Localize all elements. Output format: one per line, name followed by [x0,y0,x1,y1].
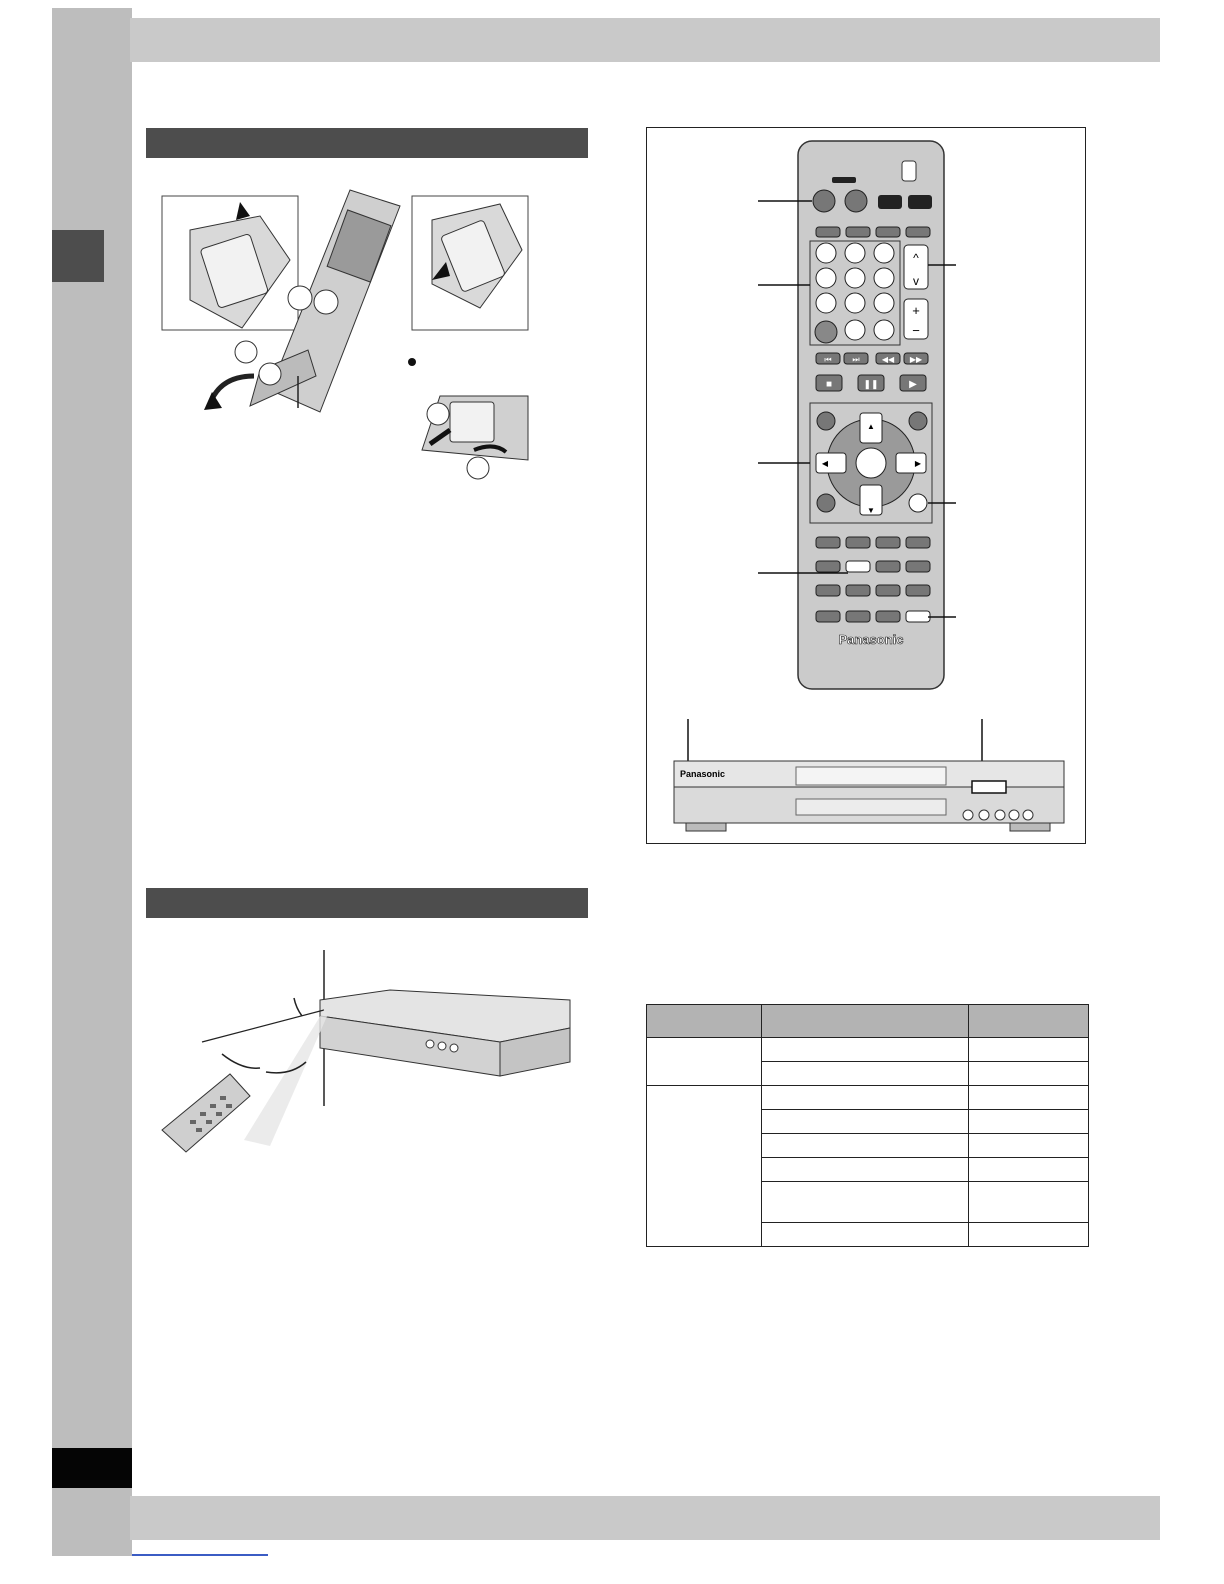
table-cell [969,1086,1089,1110]
table-cell [762,1062,969,1086]
table-cell [969,1158,1089,1182]
tv-dvd-switch[interactable] [902,161,916,181]
down-arrow-icon: ▼ [867,506,875,515]
number-key[interactable] [816,293,836,313]
remote-function-button[interactable] [846,537,870,548]
number-key[interactable] [816,268,836,288]
number-key[interactable] [845,320,865,340]
enter-button[interactable] [856,448,886,478]
remote-function-button[interactable] [906,537,930,548]
remote-function-button[interactable] [906,585,930,596]
table-cell [762,1223,969,1247]
table-header-cell [762,1005,969,1038]
table-cell [762,1158,969,1182]
functions-button[interactable] [909,494,927,512]
remote-in-hand [162,1074,250,1152]
skip-back-icon: ⏮ [824,355,832,364]
remote-function-button[interactable] [876,537,900,548]
tv-power-button[interactable] [845,190,867,212]
volume-down-label: − [912,323,920,338]
header-band [130,18,1160,62]
number-key[interactable] [874,293,894,313]
channel-down-label: v [913,274,919,288]
menu-button[interactable] [817,412,835,430]
fast-forward-icon: ▶▶ [909,355,923,364]
channel-up-label: ^ [913,251,919,265]
bullet-dot [408,358,416,366]
play-icon: ▶ [909,379,917,390]
remote-function-button[interactable] [846,561,870,572]
table-cell [762,1110,969,1134]
remote-use-angle-illustration [150,950,580,1160]
table-cell [762,1038,969,1062]
recorder-perspective [320,990,570,1076]
remote-function-button[interactable] [906,611,930,622]
right-arrow-icon: ▶ [914,459,922,468]
table-cell [762,1182,969,1223]
footer-band [130,1496,1160,1540]
indicator [832,177,856,183]
number-key[interactable] [874,268,894,288]
recorder-logo: Panasonic [680,769,726,779]
return-button[interactable] [817,494,835,512]
number-key[interactable] [874,320,894,340]
up-arrow-icon: ▲ [867,422,875,431]
remote-function-button[interactable] [876,585,900,596]
remote-function-button[interactable] [816,537,840,548]
pause-icon: ❚❚ [863,379,879,389]
chapter-tab [52,230,104,282]
stop-icon: ■ [825,379,833,390]
remote-function-button[interactable] [876,561,900,572]
remote-function-button[interactable] [906,561,930,572]
footer-link-underline[interactable] [132,1554,268,1556]
input-select-key[interactable] [815,321,837,343]
remote-function-button[interactable] [876,611,900,622]
table-cell [969,1038,1089,1062]
table-header-cell [647,1005,762,1038]
number-key[interactable] [845,268,865,288]
volume-up-label: + [912,303,920,318]
number-key[interactable] [874,243,894,263]
recorder-front [674,761,1064,831]
battery-cover-replace [422,396,528,479]
table-cell [969,1110,1089,1134]
remote-logo: Panasonic [838,632,904,647]
table-cell [762,1134,969,1158]
remote-function-button[interactable] [846,611,870,622]
table-header-row [647,1005,1089,1038]
direct-navigator-button[interactable] [909,412,927,430]
table-cell [762,1086,969,1110]
function-button-a[interactable] [878,195,902,209]
remote-function-button[interactable] [846,585,870,596]
remote-function-button[interactable] [816,585,840,596]
battery-insertion-illustration [150,180,540,480]
number-key[interactable] [845,243,865,263]
remote-function-button[interactable] [816,611,840,622]
skip-forward-icon: ⏭ [852,355,860,364]
left-arrow-icon: ◀ [821,459,829,468]
batteries-section-bar [146,128,588,158]
table-row [647,1038,1089,1062]
rewind-icon: ◀◀ [881,355,895,364]
page-number-block [52,1448,132,1488]
number-key[interactable] [845,293,865,313]
table-row [647,1086,1089,1110]
table-cell [969,1223,1089,1247]
table-header-cell [969,1005,1089,1038]
dvd-power-button[interactable] [813,190,835,212]
function-button-b[interactable] [908,195,932,209]
batteries-section-title [146,134,154,151]
use-section-title [146,894,154,911]
number-keypad [815,243,894,343]
table-group-cell [647,1038,762,1086]
remote-function-button[interactable] [816,561,840,572]
remote-and-recorder-diagram [646,127,1086,844]
table-cell [969,1062,1089,1086]
spec-table [646,1004,1089,1247]
table-group-cell [647,1086,762,1247]
use-section-bar [146,888,588,918]
table-cell [969,1134,1089,1158]
right-button[interactable] [896,453,926,473]
table-cell [969,1182,1089,1223]
number-key[interactable] [816,243,836,263]
left-button[interactable] [816,453,846,473]
